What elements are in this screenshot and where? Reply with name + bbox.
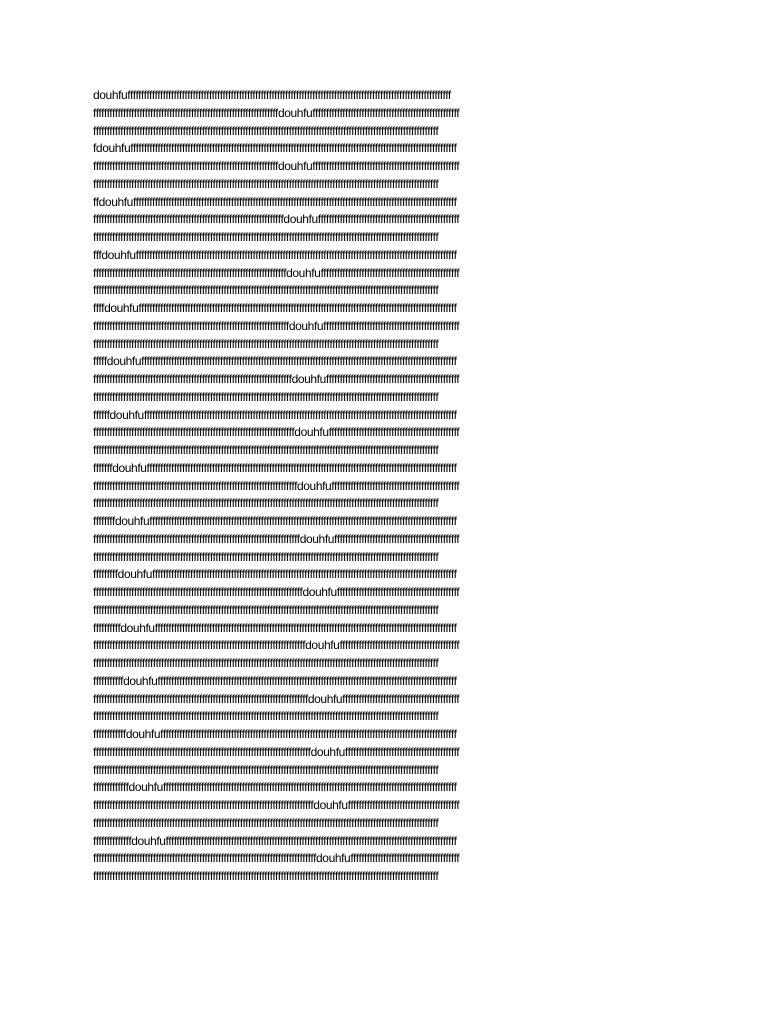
text-line: fffffffffffffffffffffffffffffffffffffffffffffffffffffffffffffffffffffffffffffffffffffffffffffffffffffffffffffffffffffffffffffff xyxy=(93,283,439,298)
text-line: fffffffffffffffffffffffffffffffffffffffffffffffffffffffffffffffffffffffffffffffffffffffffffffffffffffffffffffffffffffffffffffff xyxy=(93,230,439,244)
text-line: fffffffffffffffffffffffffffffffffffffffffffffffffffffffffffffffffffffffffffffffffffffffffffffffffffffffffffffffffffffffffffffff xyxy=(93,815,439,830)
text-line: ffffffffffdouhfufffffffffffffffffffffffffffffffffffffffffffffffffffffffffffffffffffffffffffffffffffffffffffffffffffffffffffffff xyxy=(93,620,457,635)
text-line: fffffffffffffffffffffffffffffffffffffffffffffffffffffffffffffffffffffffffffffffffffffffffffffffffffffffffffffffffffffffffffffff xyxy=(93,762,439,777)
text-line: ffffffffffffffdouhfufffffffffffffffffffffffffffffffffffffffffffffffffffffffffffffffffffffffffffffffffffffffffffffffffffffffffff xyxy=(93,833,457,848)
text-line: ffffffffffffffffffffffffffffffffffffffffffffffffffffffffffffffffffffffffffffffdouhfuffffffffffffffffffffffffffffffffffffffffffff xyxy=(93,638,460,653)
text-line: fffffffffffffffffffffffffffffffffffffffffffffffffffffffffffffffffffffffffdouhfufffffffffffffffffffffffffffffffffffffffffffffffff xyxy=(93,372,460,386)
text-line: fffffffffffffffffffffffffffffffffffffffffffffffffffffffffffffffffffffffffffffffdouhfufffffffffffffffffffffffffffffffffffffffffff xyxy=(93,691,460,706)
text-line: fffffffffffffffffffffffffffffffffffffffffffffffffffffffffffffffffffffffffffffffffffffffffffffffffffffffffffffffffffffffffffffff xyxy=(93,496,439,511)
text-line: fffffffdouhfuffffffffffffffffffffffffffffffffffffffffffffffffffffffffffffffffffffffffffffffffffffffffffffffffffffffffffffffffff xyxy=(93,460,457,475)
text-line: fffffffffffffffffffffffffffffffffffffffffffffffffffffffffffffffffffffffffffffffffffffffffffffffffffffffffffffffffffffffffffffff xyxy=(93,656,439,670)
text-line: ffffffffffffffffffffffffffffffffffffffffffffffffffffffffffffffffffffffdouhfuffffffffffffffffffffffffffffffffffffffffffffffffffff xyxy=(93,212,460,227)
text-line: douhfufffffffffffffffffffffffffffffffffffffffffffffffffffffffffffffffffffffffffffffffffffffffffffffffffffffffffffffffffffffff xyxy=(93,88,451,102)
text-line: fffffffffffffffffffffffffffffffffffffffffffffffffffffffffffffffffffffffffffffffffffffffffffffffffffffffffffffffffffffffffffffff xyxy=(93,176,439,191)
text-line: ffffffffffffffffffffffffffffffffffffffffffffffffffffffffffffffffffffdouhfuffffffffffffffffffffffffffffffffffffffffffffffffffffff xyxy=(93,159,460,173)
text-line: fffffffffffdouhfuffffffffffffffffffffffffffffffffffffffffffffffffffffffffffffffffffffffffffffffffffffffffffffffffffffffffffffff xyxy=(93,673,457,688)
text-body xyxy=(93,87,683,886)
text-line: fffffffffffffffffffffffffffffffffffffffffffffffffffffffffffffffffffffffffffffffffffffffffffffffffffffffffffffffffffffffffffffff xyxy=(93,709,439,724)
text-line: fdouhfuffffffffffffffffffffffffffffffffffffffffffffffffffffffffffffffffffffffffffffffffffffffffffffffffffffffffffffffffffffffff xyxy=(93,141,457,156)
text-line: fffffffffffffffffffffffffffffffffffffffffffffffffffffffffffffffffffffffffffffffffffffffffffffffffffffffffffffffffffffffffffffff xyxy=(93,549,439,564)
text-line: fffffffffffffffffffffffffffffffffffffffffffffffffffffffffffffffffffffffdouhfufffffffffffffffffffffffffffffffffffffffffffffffffff xyxy=(93,265,460,280)
text-line: fffffdouhfuffffffffffffffffffffffffffffffffffffffffffffffffffffffffffffffffffffffffffffffffffffffffffffffffffffffffffffffffffff xyxy=(93,354,457,369)
text-line: fffffffffffffffffffffffffffffffffffffffffffffffffffffffffffffffffffffffffffffffffffffffffffffffffffffffffffffffffffffffffffffff xyxy=(93,123,439,138)
text-line: ffffdouhfufffffffffffffffffffffffffffffffffffffffffffffffffffffffffffffffffffffffffffffffffffffffffffffffffffffffffffffffffffff xyxy=(93,301,457,315)
text-line: ffdouhfufffffffffffffffffffffffffffffffffffffffffffffffffffffffffffffffffffffffffffffffffffffffffffffffffffffffffffffffffffffff xyxy=(93,194,457,209)
text-line: ffffffffffffffffffffffffffffffffffffffffffffffffffffffffffffffffffffdouhfuffffffffffffffffffffffffffffffffffffffffffffffffffffff xyxy=(93,105,460,120)
text-line: ffffffffffffdouhfufffffffffffffffffffffffffffffffffffffffffffffffffffffffffffffffffffffffffffffffffffffffffffffffffffffffffffff xyxy=(93,727,457,741)
text-line: fffffffffffffffffffffffffffffffffffffffffffffffffffffffffffffffffffffffffffffffffffffffffffffffffffffffffffffffffffffffffffffff xyxy=(93,336,439,351)
text-line: ffffffffdouhfufffffffffffffffffffffffffffffffffffffffffffffffffffffffffffffffffffffffffffffffffffffffffffffffffffffffffffffffff xyxy=(93,514,457,528)
text-line: fffffffffffffffffffffffffffffffffffffffffffffffffffffffffffffffffffffffffffdouhfufffffffffffffffffffffffffffffffffffffffffffffff xyxy=(93,478,460,493)
text-line: ffffffffffffffffffffffffffffffffffffffffffffffffffffffffffffffffffffffffffffffffdouhfuffffffffffffffffffffffffffffffffffffffffff xyxy=(93,744,460,759)
text-line: fffffffffffffffffffffffffffffffffffffffffffffffffffffffffffffffffffffffffffffffffffffffffffffffffffffffffffffffffffffffffffffff xyxy=(93,602,439,617)
text-line: ffffffffffffffffffffffffffffffffffffffffffffffffffffffffffffffffffffffffffdouhfuffffffffffffffffffffffffffffffffffffffffffffffff xyxy=(93,425,460,440)
text-line: fffffffffffffffffffffffffffffffffffffffffffffffffffffffffffffffffffffffffffffffffdouhfufffffffffffffffffffffffffffffffffffffffff xyxy=(93,798,460,812)
text-line: fffffffffffffffffffffffffffffffffffffffffffffffffffffffffffffffffffffffffffffffffffffffffffffffffffffffffffffffffffffffffffffff xyxy=(93,389,439,404)
text-line: fffffffffffffffffffffffffffffffffffffffffffffffffffffffffffffffffffffffffffffffffffffffffffffffffffffffffffffffffffffffffffffff xyxy=(93,869,439,883)
text-line: ffffffdouhfufffffffffffffffffffffffffffffffffffffffffffffffffffffffffffffffffffffffffffffffffffffffffffffffffffffffffffffffffff xyxy=(93,407,457,422)
text-line: ffffffffffffffffffffffffffffffffffffffffffffffffffffffffffffffffffffffffffffdouhfuffffffffffffffffffffffffffffffffffffffffffffff xyxy=(93,531,460,546)
text-line: fffffffffffffdouhfuffffffffffffffffffffffffffffffffffffffffffffffffffffffffffffffffffffffffffffffffffffffffffffffffffffffffffff xyxy=(93,780,457,795)
text-line: fffffffffffffffffffffffffffffffffffffffffffffffffffffffffffffffffffffffffffffffffffffffffffffffffffffffffffffffffffffffffffffff xyxy=(93,443,439,457)
text-line: fffffffffdouhfuffffffffffffffffffffffffffffffffffffffffffffffffffffffffffffffffffffffffffffffffffffffffffffffffffffffffffffffff xyxy=(93,567,457,582)
text-line: ffffffffffffffffffffffffffffffffffffffffffffffffffffffffffffffffffffffffffffffffffdouhfuffffffffffffffffffffffffffffffffffffffff xyxy=(93,851,460,866)
text-line: fffffffffffffffffffffffffffffffffffffffffffffffffffffffffffffffffffffffffffffdouhfufffffffffffffffffffffffffffffffffffffffffffff xyxy=(93,585,460,599)
text-line: ffffffffffffffffffffffffffffffffffffffffffffffffffffffffffffffffffffffffdouhfuffffffffffffffffffffffffffffffffffffffffffffffffff xyxy=(93,318,460,333)
text-line: fffdouhfuffffffffffffffffffffffffffffffffffffffffffffffffffffffffffffffffffffffffffffffffffffffffffffffffffffffffffffffffffffff xyxy=(93,247,457,262)
